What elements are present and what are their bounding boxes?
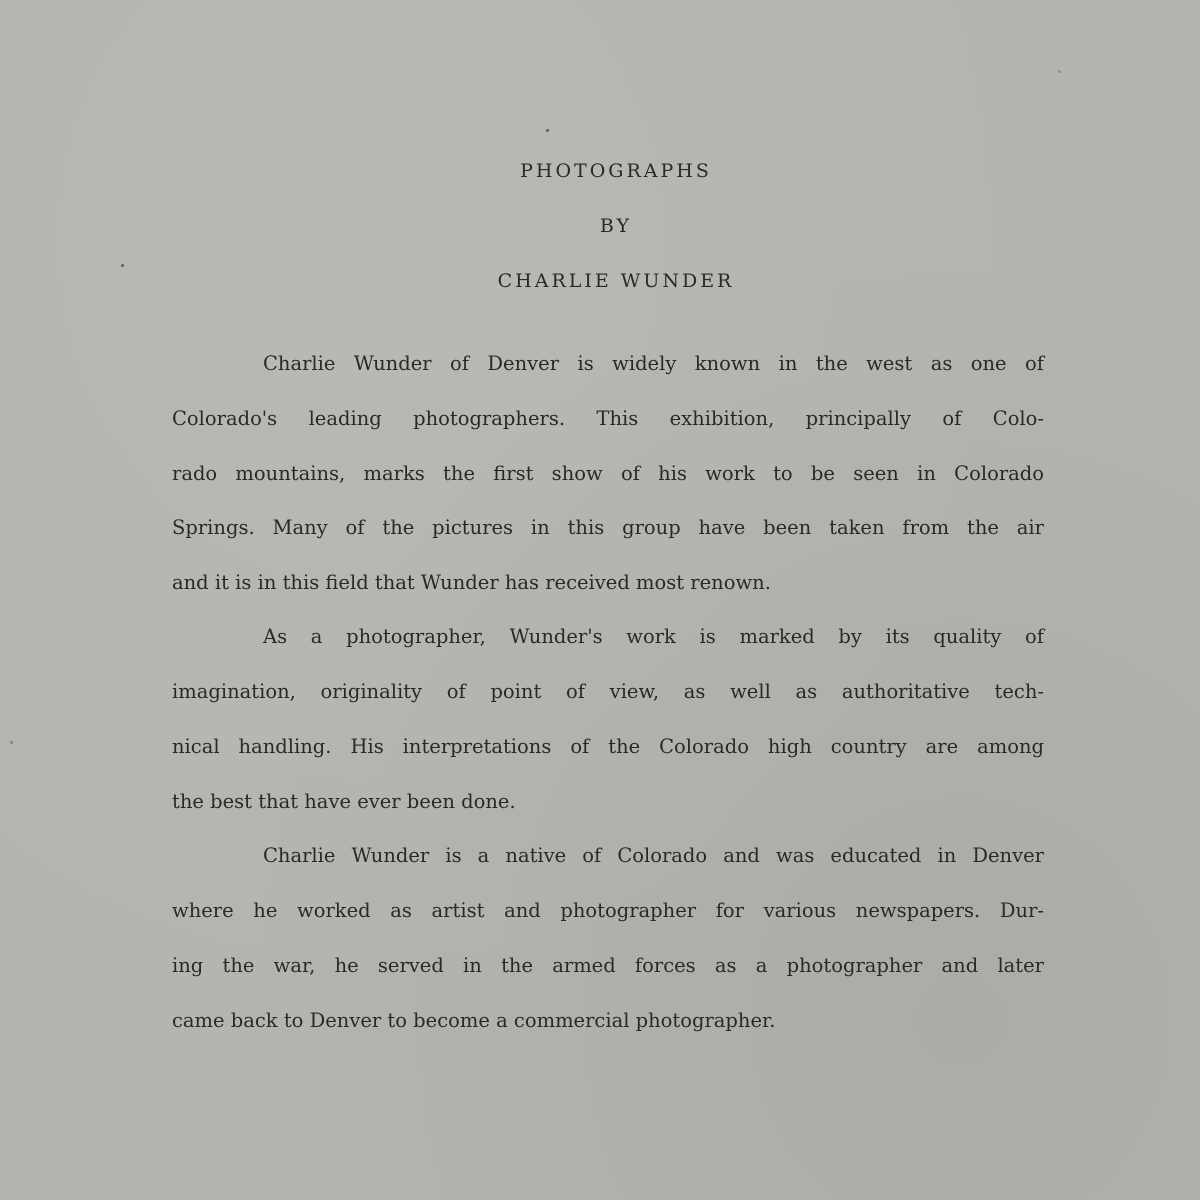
paragraph-2-line-3: nical handling. His interpretations of the Colorado high country are among	[172, 735, 1044, 758]
title-line-2: BY	[599, 215, 633, 237]
paragraph-1-line-2: Colorado's leading photographers. This exhibition, principally of Colo-	[172, 407, 1044, 430]
paragraph-1-line-1: Charlie Wunder of Denver is widely known in the west as one of	[263, 352, 1044, 375]
paragraph-2-line-1: As a photographer, Wunder's work is marked by its quality of	[263, 625, 1044, 648]
title-line-1: PHOTOGRAPHS	[520, 160, 712, 182]
title-line-3: CHARLIE WUNDER	[497, 270, 735, 292]
paragraph-2-line-4: the best that have ever been done.	[172, 790, 516, 813]
paragraph-1-line-4: Springs. Many of the pictures in this group have been taken from the air	[172, 516, 1044, 539]
paper-speck	[10, 741, 13, 744]
paragraph-1-line-3: rado mountains, marks the first show of his work to be seen in Colorado	[172, 462, 1044, 485]
paragraph-3-line-4: came back to Denver to become a commercial photographer.	[172, 1009, 776, 1032]
paragraph-2-line-2: imagination, originality of point of view, as well as authoritative tech-	[172, 680, 1044, 703]
paragraph-3-line-2: where he worked as artist and photographer for various newspapers. Dur-	[172, 899, 1044, 922]
paragraph-3-line-3: ing the war, he served in the armed forces as a photographer and later	[172, 954, 1044, 977]
paper-speck	[121, 264, 124, 267]
paper-speck	[1058, 70, 1061, 73]
paragraph-3-line-1: Charlie Wunder is a native of Colorado and was educated in Denver	[263, 844, 1044, 867]
paper-speck	[546, 129, 549, 132]
paragraph-1-line-5: and it is in this field that Wunder has received most renown.	[172, 571, 771, 594]
